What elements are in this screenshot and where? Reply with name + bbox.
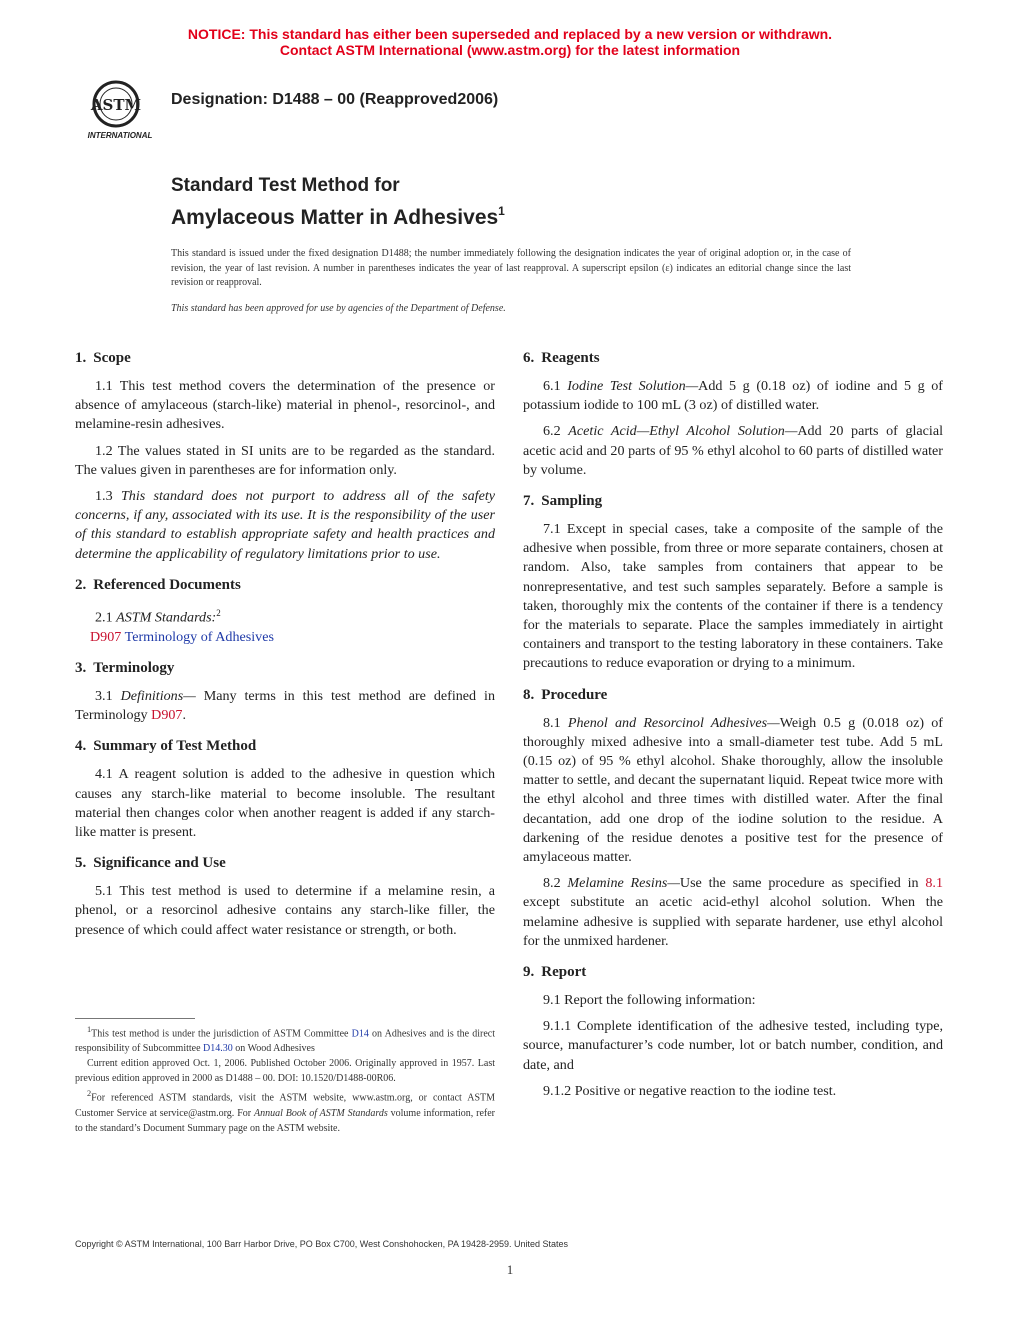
section-procedure (523, 686, 943, 951)
section-heading: 6. Reagents (523, 350, 600, 366)
section-heading: 5. Significance and Use (75, 855, 226, 872)
section-terminology (75, 659, 495, 725)
withdrawal-notice (0, 26, 1020, 58)
section-heading: 1. Scope (75, 350, 131, 366)
section-scope (75, 349, 495, 564)
paragraph-1-1: 1.1 This test method covers the determination of the presence or absence of amylaceous (starch-like) material in phenol-, resorcinol-, and melamine-resin adhesives. (75, 378, 495, 433)
paragraph-3-1: 3.1 Definitions— Many terms in this test method are defined in Terminology D907. (75, 687, 495, 724)
logo-text: ASTM (90, 96, 142, 114)
section-sampling (523, 492, 943, 674)
paragraph-1-2: 1.2 The values stated in SI units are to be regarded as the standard. The values given in parentheses are for information only. (75, 442, 495, 478)
section-significance (75, 854, 495, 940)
section-reagents (523, 349, 943, 480)
title-text: Amylaceous Matter in Adhesives (171, 206, 499, 229)
section-referenced-documents (75, 576, 495, 647)
section-heading: 2. Referenced Documents (75, 576, 241, 593)
link-d14[interactable]: D14 (351, 1028, 369, 1040)
paragraph-9-1-2: 9.1.2 Positive or negative reaction to the iodine test. (543, 1082, 837, 1099)
section-summary (75, 737, 495, 842)
paragraph-8-1: 8.1 Phenol and Resorcinol Adhesives—Weigh 0.5 g (0.018 oz) of thoroughly mixed adhesive into a small-diameter test tube. Add 5 mL (0.15 oz) of 95 % ethyl alcohol. Shake thoroughly, allow the insoluble matter to settle, and decant the supernatant liquid. Repeat twice more with the ethyl alcohol and three times with distilled water. After the final decantation, add one drop of the iodine solution to the residue. A darkening of the residue denotes a positive test for the presence of amylaceous matter. (523, 714, 943, 866)
title-footnote-mark: 1 (498, 204, 505, 218)
link-d907[interactable]: D907 (151, 707, 183, 724)
footnotes (75, 1022, 495, 1136)
footnote-divider (75, 1018, 195, 1019)
footnote-1: $^1$This test method is under the jurisdiction of ASTM Committee D14 on Adhesives and is the direct responsibility of Subcommittee D14.30 on Wood Adhesives (75, 1025, 495, 1055)
page-number: 1 (506, 1262, 514, 1277)
paragraph-5-1: 5.1 This test method is used to determine if a melamine resin, a phenol, or a resorcinol adhesive contains any starch-like filler, the presence of which could affect water resistance or strength, or both. (75, 883, 495, 938)
paragraph-6-1: 6.1 Iodine Test Solution—Add 5 g (0.18 oz) of iodine and 5 g of potassium iodide to 100 mL (3 oz) of distilled water. (523, 378, 944, 414)
referenced-doc-d907[interactable]: D907 Terminology of Adhesives (90, 628, 274, 645)
paragraph-9-1: 9.1 Report the following information: (543, 992, 756, 1009)
title-line-2 (171, 197, 505, 232)
section-heading: 7. Sampling (523, 493, 603, 510)
paragraph-8-2: 8.2 Melamine Resins—Use the same procedure as specified in 8.1 except substitute an acetic acid-ethyl alcohol solution. When the melamine adhesive is supplied with separate hardener, use ethyl alcohol for the unmixed hardener. (523, 875, 943, 949)
section-report (523, 963, 943, 1101)
notice-line-2: Contact ASTM International (www.astm.org) for the latest information (279, 42, 741, 58)
left-column (75, 349, 495, 952)
notice-line-1: NOTICE: This standard has either been superseded and replaced by a new version or withdrawn. (187, 26, 833, 42)
paragraph-7-1: 7.1 Except in special cases, take a composite of the sample of the adhesive when possible, from three or more separate containers, chosen at random. Also, take samples from containers that appear to be nonrepresentative, and test such samples separately. Before a sample is taken, thoroughly mix the contents of the container if there is a tendency for the materials to separate. Place the samples immediately in airtight containers and transport to the testing laboratory in these containers. Take precautions to reduce evaporation or drying to a minimum. (523, 521, 943, 672)
link-d14-30[interactable]: D14.30 (203, 1043, 233, 1055)
copyright: Copyright © ASTM International, 100 Barr Harbor Drive, PO Box C700, West Conshohocken, PA 19428-2959. United States (75, 1239, 569, 1249)
title-line-1: Standard Test Method for (171, 175, 400, 196)
logo-subtitle: INTERNATIONAL (87, 131, 153, 140)
paragraph-9-1-1: 9.1.1 Complete identification of the adhesive tested, including type, source, manufacturer’s code number, lot or batch number, condition, and date, and (523, 1018, 943, 1073)
paragraph-4-1: 4.1 A reagent solution is added to the adhesive in question which causes any starch-like material to become insoluble. The resultant material then changes color when another reagent is added if any starch-like matter is present. (75, 766, 495, 840)
footnote-1-edition: Current edition approved Oct. 1, 2006. Published October 2006. Originally approved in 1957. Last previous edition approved in 2000 as D1488 – 00. DOI: 10.1520/D1488-00R06. (75, 1058, 495, 1085)
astm-logo (76, 76, 162, 142)
paragraph-1-3: 1.3 This standard does not purport to address all of the safety concerns, if any, associated with its use. It is the responsibility of the user of this standard to establish appropriate safety and health practices and determine the applicability of regulatory limitations prior to use. (75, 488, 495, 562)
section-heading: 3. Terminology (75, 659, 175, 676)
paragraph-2-1: 2.1 ASTM Standards:$^2$ (95, 607, 221, 626)
dod-approval: This standard has been approved for use by agencies of the Department of Defense. (171, 303, 506, 314)
section-heading: 4. Summary of Test Method (75, 738, 257, 755)
section-heading: 9. Report (523, 964, 587, 981)
paragraph-6-2: 6.2 Acetic Acid—Ethyl Alcohol Solution—Add 20 parts of glacial acetic acid and 20 parts of 95 % ethyl alcohol to 60 parts of distilled water by volume. (523, 423, 944, 478)
right-column (523, 349, 943, 1113)
document-title (171, 175, 505, 232)
designation: Designation: D1488 – 00 (Reapproved2006) (171, 91, 499, 108)
link-8-1[interactable]: 8.1 (925, 875, 943, 892)
footnote-2: $^2$For referenced ASTM standards, visit the ASTM website, www.astm.org, or contact ASTM Customer Service at service@astm.org. For Annual Book of ASTM Standards volume information, refer to the standard’s Document Summary page on the ASTM website. (75, 1089, 495, 1134)
section-heading: 8. Procedure (523, 686, 608, 703)
intro-paragraph: This standard is issued under the fixed designation D1488; the number immediately following the designation indicates the year of original adoption or, in the case of revision, the year of last revision. A number in parentheses indicates the year of last reapproval. A superscript epsilon (ε) indicates an editorial change since the last revision or reapproval. (171, 248, 851, 288)
